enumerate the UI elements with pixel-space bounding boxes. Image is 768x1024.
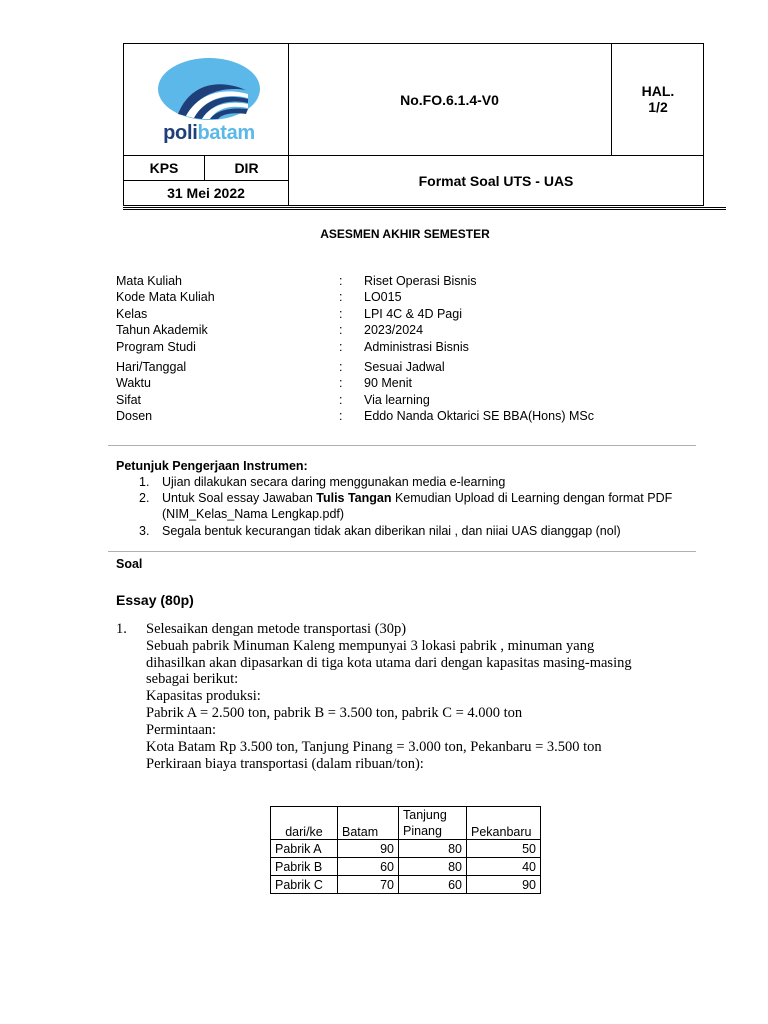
table-cell: 40	[467, 858, 541, 876]
info-label: Sifat	[116, 393, 142, 407]
info-colon: :	[339, 274, 343, 288]
question-line: Selesaikan dengan metode transportasi (30p)	[146, 621, 407, 637]
info-value: 90 Menit	[364, 376, 412, 390]
table-cell: 60	[338, 858, 399, 876]
header-divider	[124, 180, 288, 181]
info-value: LO015	[364, 290, 402, 304]
instruction-item: Ujian dilakukan secara daring menggunakan media e-learning	[162, 475, 506, 489]
table-cell: Pabrik B	[271, 858, 338, 876]
table-cell: 50	[467, 840, 541, 858]
info-value: Riset Operasi Bisnis	[364, 274, 477, 288]
table-row	[271, 840, 541, 858]
info-label: Kelas	[116, 307, 148, 321]
polibatam-emblem-icon	[156, 56, 262, 126]
info-label: Mata Kuliah	[116, 274, 183, 288]
instructions-heading: Petunjuk Pengerjaan Instrumen:	[116, 459, 308, 473]
info-value: Eddo Nanda Oktarici SE BBA(Hons) MSc	[364, 409, 594, 423]
table-row	[271, 858, 541, 876]
table-cell: 80	[399, 840, 467, 858]
essay-label: Essay (80p)	[116, 592, 194, 608]
question-number: 1.	[116, 621, 127, 637]
approval-date: 31 Mei 2022	[167, 185, 245, 201]
table-cell: Pabrik A	[271, 840, 338, 858]
question-line: Kapasitas produksi:	[146, 688, 261, 704]
instruction-number: 3.	[139, 524, 150, 538]
logo-text-poli: poli	[163, 122, 198, 144]
info-value: Administrasi Bisnis	[364, 340, 469, 354]
question-line: Sebuah pabrik Minuman Kaleng mempunyai 3 lokasi pabrik , minuman yang	[146, 638, 595, 654]
instruction-text: Kemudian Upload di Learning dengan format PDF	[391, 491, 673, 505]
info-label: Tahun Akademik	[116, 323, 208, 337]
info-label: Dosen	[116, 409, 153, 423]
page-title: ASESMEN AKHIR SEMESTER	[320, 227, 490, 241]
question-line: Perkiraan biaya transportasi (dalam ribuan/ton):	[146, 756, 424, 772]
table-header-line: Tanjung	[403, 808, 447, 822]
format-title: Format Soal UTS - UAS	[418, 173, 574, 189]
header-rule	[123, 209, 726, 210]
table-cell: Pabrik C	[271, 876, 338, 894]
info-colon: :	[339, 360, 343, 374]
instruction-text: Untuk Soal essay Jawaban	[162, 491, 317, 505]
logo-text-batam: batam	[197, 122, 255, 144]
document-code: No.FO.6.1.4-V0	[400, 92, 499, 108]
page-label: HAL.	[641, 83, 675, 99]
info-value: LPI 4C & 4D Pagi	[364, 307, 462, 321]
info-colon: :	[339, 323, 343, 337]
question-line: Pabrik A = 2.500 ton, pabrik B = 3.500 ton, pabrik C = 4.000 ton	[146, 705, 523, 721]
table-cell: 80	[399, 858, 467, 876]
question-line: Kota Batam Rp 3.500 ton, Tanjung Pinang = 3.000 ton, Pekanbaru = 3.500 ton	[146, 739, 602, 755]
info-value: Sesuai Jadwal	[364, 360, 445, 374]
transport-cost-table	[270, 806, 541, 894]
question-line: sebagai berikut:	[146, 671, 239, 687]
info-label: Hari/Tanggal	[116, 360, 187, 374]
table-row	[271, 876, 541, 894]
table-cell: 60	[399, 876, 467, 894]
dir-label: DIR	[234, 160, 259, 176]
table-header-cell	[399, 807, 467, 840]
info-value: 2023/2024	[364, 323, 424, 337]
info-value: Via learning	[364, 393, 430, 407]
table-header-cell: Pekanbaru	[467, 807, 541, 840]
info-label: Waktu	[116, 376, 151, 390]
info-label: Kode Mata Kuliah	[116, 290, 215, 304]
instruction-number: 1.	[139, 475, 150, 489]
info-colon: :	[339, 409, 343, 423]
table-header-cell: Batam	[338, 807, 399, 840]
info-colon: :	[339, 376, 343, 390]
header-rule	[123, 207, 726, 208]
info-label: Program Studi	[116, 340, 196, 354]
kps-label: KPS	[149, 160, 179, 176]
soal-label: Soal	[116, 557, 143, 571]
table-cell: 90	[338, 840, 399, 858]
logo-wordmark	[156, 122, 262, 145]
page-number: 1/2	[648, 99, 668, 115]
question-line: Permintaan:	[146, 722, 217, 738]
section-divider	[108, 551, 696, 552]
table-header-row	[271, 807, 541, 840]
instruction-number: 2.	[139, 491, 150, 505]
instruction-item: Segala bentuk kecurangan tidak akan diberikan nilai , dan niiai UAS dianggap (nol)	[162, 524, 621, 538]
table-cell: 70	[338, 876, 399, 894]
page-indicator	[612, 83, 704, 115]
section-divider	[108, 445, 696, 446]
question-line: dihasilkan akan dipasarkan di tiga kota utama dari dengan kapasitas masing-masing	[146, 655, 632, 671]
table-header-cell: dari/ke	[271, 807, 338, 840]
instruction-item	[162, 490, 672, 506]
info-colon: :	[339, 290, 343, 304]
document-header	[123, 43, 704, 206]
table-header-line: Pinang	[403, 824, 442, 838]
info-colon: :	[339, 340, 343, 354]
polibatam-logo	[156, 56, 262, 156]
instruction-item-continued: (NIM_Kelas_Nama Lengkap.pdf)	[162, 507, 345, 521]
table-cell: 90	[467, 876, 541, 894]
instruction-emphasis: Tulis Tangan	[316, 491, 392, 505]
info-colon: :	[339, 393, 343, 407]
info-colon: :	[339, 307, 343, 321]
